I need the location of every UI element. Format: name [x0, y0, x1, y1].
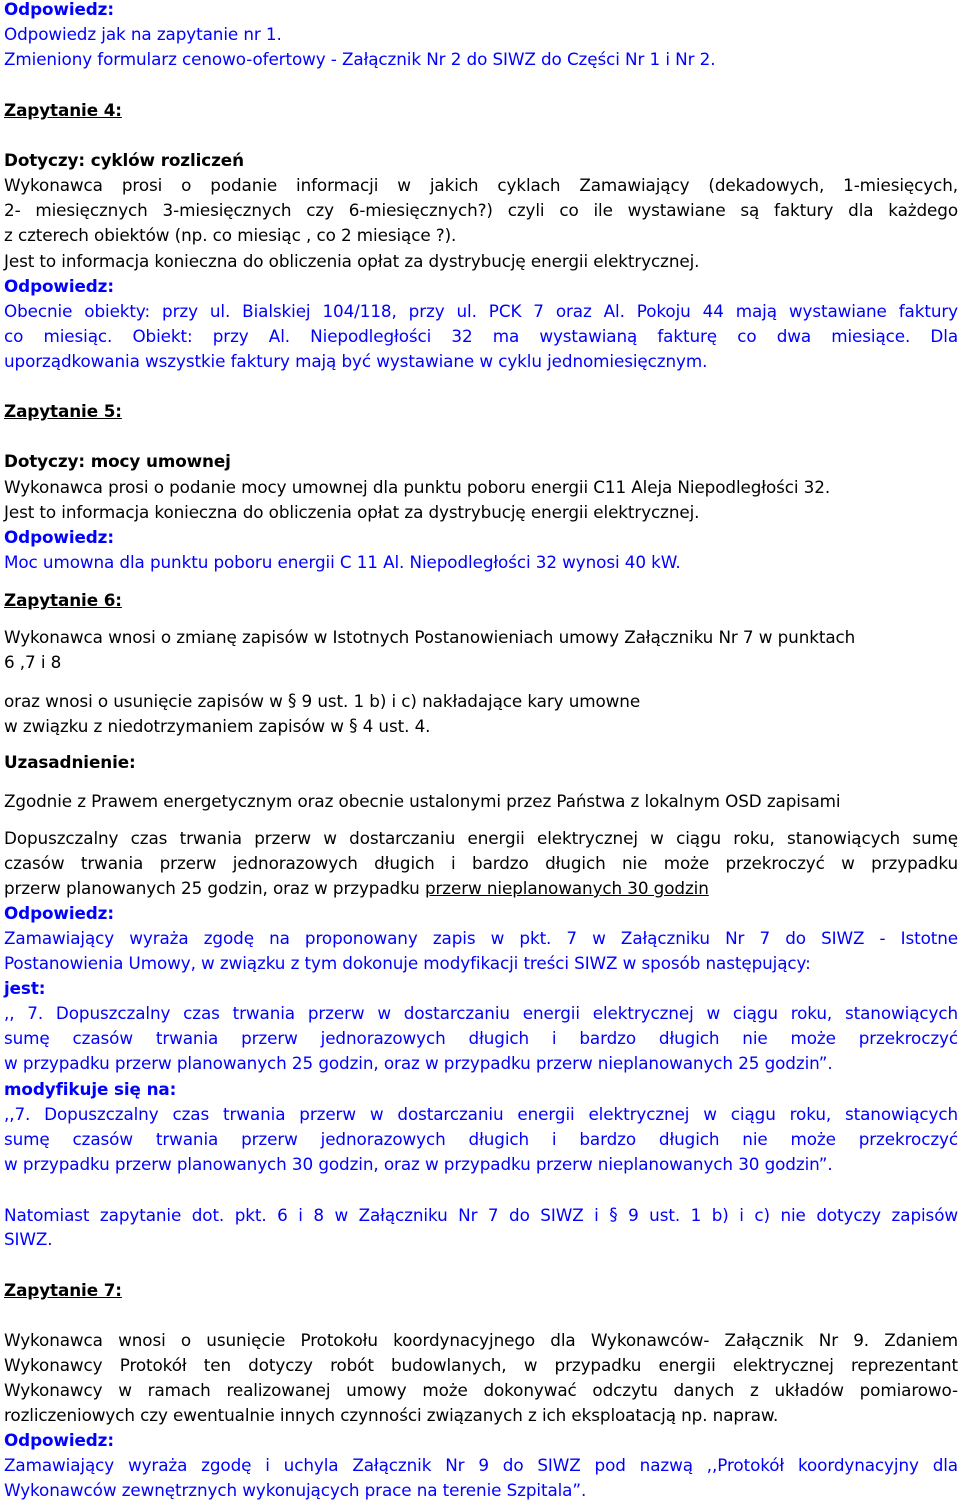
- question-4-text: Jest to informacja konieczna do obliczenia opłat za dystrybucję energii elektrycznej.: [4, 251, 700, 271]
- question-5-subject: Dotyczy: mocy umownej: [4, 451, 231, 471]
- question-4-subject: Dotyczy: cyklów rozliczeń: [4, 150, 244, 170]
- question-6-text: 6 ,7 i 8: [4, 652, 62, 672]
- answer-text: Wykonawców zewnętrznych wykonujących prace na terenie Szpitala”.: [4, 1480, 587, 1500]
- question-6-text: Wykonawca wnosi o zmianę zapisów w Istotnych Postanowieniach umowy Załączniku Nr 7 w punktach: [4, 627, 856, 647]
- question-4-heading: Zapytanie 4:: [4, 100, 122, 120]
- justification-text: przerw planowanych 25 godzin, oraz w przypadku przerw nieplanowanych 30 godzin: [4, 878, 709, 898]
- answer-text: Zamawiający wyraża zgodę i uchyla Załącznik Nr 9 do SIWZ pod nazwą ,,Protokół koordynacyjny dla: [4, 1455, 958, 1475]
- answer-heading: Odpowiedz:: [4, 276, 114, 296]
- question-4-text: z czterech obiektów (np. co miesiąc , co 2 miesiące ?).: [4, 225, 457, 245]
- question-6-heading: Zapytanie 6:: [4, 590, 122, 610]
- answer-text: Obecnie obiekty: przy ul. Bialskiej 104/118, przy ul. PCK 7 oraz Al. Pokoju 44 mają wystawiane faktury: [4, 301, 958, 321]
- answer-subheading: modyfikuje się na:: [4, 1079, 177, 1099]
- justification-heading: Uzasadnienie:: [4, 752, 136, 772]
- answer-text: Postanowienia Umowy, w związku z tym dokonuje modyfikacji treści SIWZ w sposób następujący:: [4, 953, 811, 973]
- question-5-text: Wykonawca prosi o podanie mocy umownej dla punktu poboru energii C11 Aleja Niepodległości 32.: [4, 477, 831, 497]
- question-7-text: Wykonawcy Protokół ten dotyczy robót budowlanych, w przypadku energii elektrycznej reprezentant: [4, 1355, 958, 1375]
- answer-text: ,, 7. Dopuszczalny czas trwania przerw w dostarczaniu energii elektrycznej w ciągu roku, stanowiących: [4, 1003, 958, 1023]
- answer-text: Natomiast zapytanie dot. pkt. 6 i 8 w Załączniku Nr 7 do SIWZ i § 9 ust. 1 b) i c) nie dotyczy zapisów: [4, 1202, 958, 1227]
- answer-heading: Odpowiedz:: [4, 527, 114, 547]
- answer-text: Zmieniony formularz cenowo-ofertowy - Załącznik Nr 2 do SIWZ do Części Nr 1 i Nr 2.: [4, 49, 716, 69]
- section-sign-icon: [609, 1213, 617, 1222]
- question-5-heading: Zapytanie 5:: [4, 401, 122, 421]
- answer-heading: Odpowiedz:: [4, 903, 114, 923]
- question-5-text: Jest to informacja konieczna do obliczenia opłat za dystrybucję energii elektrycznej.: [4, 502, 700, 522]
- answer-text: SIWZ.: [4, 1229, 53, 1249]
- answer-text: co miesiąc. Obiekt: przy Al. Niepodległości 32 ma wystawianą fakturę co dwa miesiące. Dla: [4, 326, 958, 346]
- question-6-text: w związku z niedotrzymaniem zapisów w § 4 ust. 4.: [4, 713, 958, 738]
- answer-text: uporządkowania wszystkie faktury mają być wystawiane w cyklu jednomiesięcznym.: [4, 351, 708, 371]
- question-7-text: Wykonawca wnosi o usunięcie Protokołu koordynacyjnego dla Wykonawców- Załącznik Nr 9. Zdaniem: [4, 1330, 958, 1350]
- answer-text: sumę czasów trwania przerw jednorazowych długich i bardzo długich nie może przekroczyć: [4, 1028, 958, 1048]
- answer-subheading: jest:: [4, 978, 46, 998]
- question-4-text: 2- miesięcznych 3-miesięcznych czy 6-miesięcznych?) czyli co ile wystawiane są faktury dla każdego: [4, 200, 958, 220]
- justification-text: Dopuszczalny czas trwania przerw w dostarczaniu energii elektrycznej w ciągu roku, stanowiących sumę: [4, 828, 958, 848]
- justification-text: Zgodnie z Prawem energetycznym oraz obecnie ustalonymi przez Państwa z lokalnym OSD zapisami: [4, 791, 841, 811]
- question-4-text: Wykonawca prosi o podanie informacji w jakich cyklach Zamawiający (dekadowych, 1-miesięcych,: [4, 175, 958, 195]
- question-7-heading: Zapytanie 7:: [4, 1280, 122, 1300]
- question-6-text: oraz wnosi o usunięcie zapisów w § 9 ust. 1 b) i c) nakładające kary umowne: [4, 688, 958, 713]
- answer-text: Moc umowna dla punktu poboru energii C 11 Al. Niepodległości 32 wynosi 40 kW.: [4, 552, 681, 572]
- question-7-text: Wykonawcy w ramach realizowanej umowy może dokonywać odczytu danych z układów pomiarowo-: [4, 1380, 958, 1400]
- answer-text: ,,7. Dopuszczalny czas trwania przerw w dostarczaniu energii elektrycznej w ciągu roku, stanowiących: [4, 1104, 958, 1124]
- answer-text: w przypadku przerw planowanych 25 godzin, oraz w przypadku przerw nieplanowanych 25 godzin”.: [4, 1053, 833, 1073]
- question-7-text: rozliczeniowych czy ewentualnie innych czynności związanych z ich eksploatacją np. napraw.: [4, 1405, 779, 1425]
- answer-text: sumę czasów trwania przerw jednorazowych długich i bardzo długich nie może przekroczyć: [4, 1129, 958, 1149]
- answer-text: Odpowiedz jak na zapytanie nr 1.: [4, 24, 282, 44]
- answer-heading: Odpowiedz:: [4, 0, 114, 19]
- answer-text: Zamawiający wyraża zgodę na proponowany zapis w pkt. 7 w Załączniku Nr 7 do SIWZ - Istotne: [4, 928, 958, 948]
- answer-text: w przypadku przerw planowanych 30 godzin, oraz w przypadku przerw nieplanowanych 30 godzin”.: [4, 1154, 833, 1174]
- justification-text: czasów trwania przerw jednorazowych długich i bardzo długich nie może przekroczyć w przypadku: [4, 853, 958, 873]
- answer-heading: Odpowiedz:: [4, 1430, 114, 1450]
